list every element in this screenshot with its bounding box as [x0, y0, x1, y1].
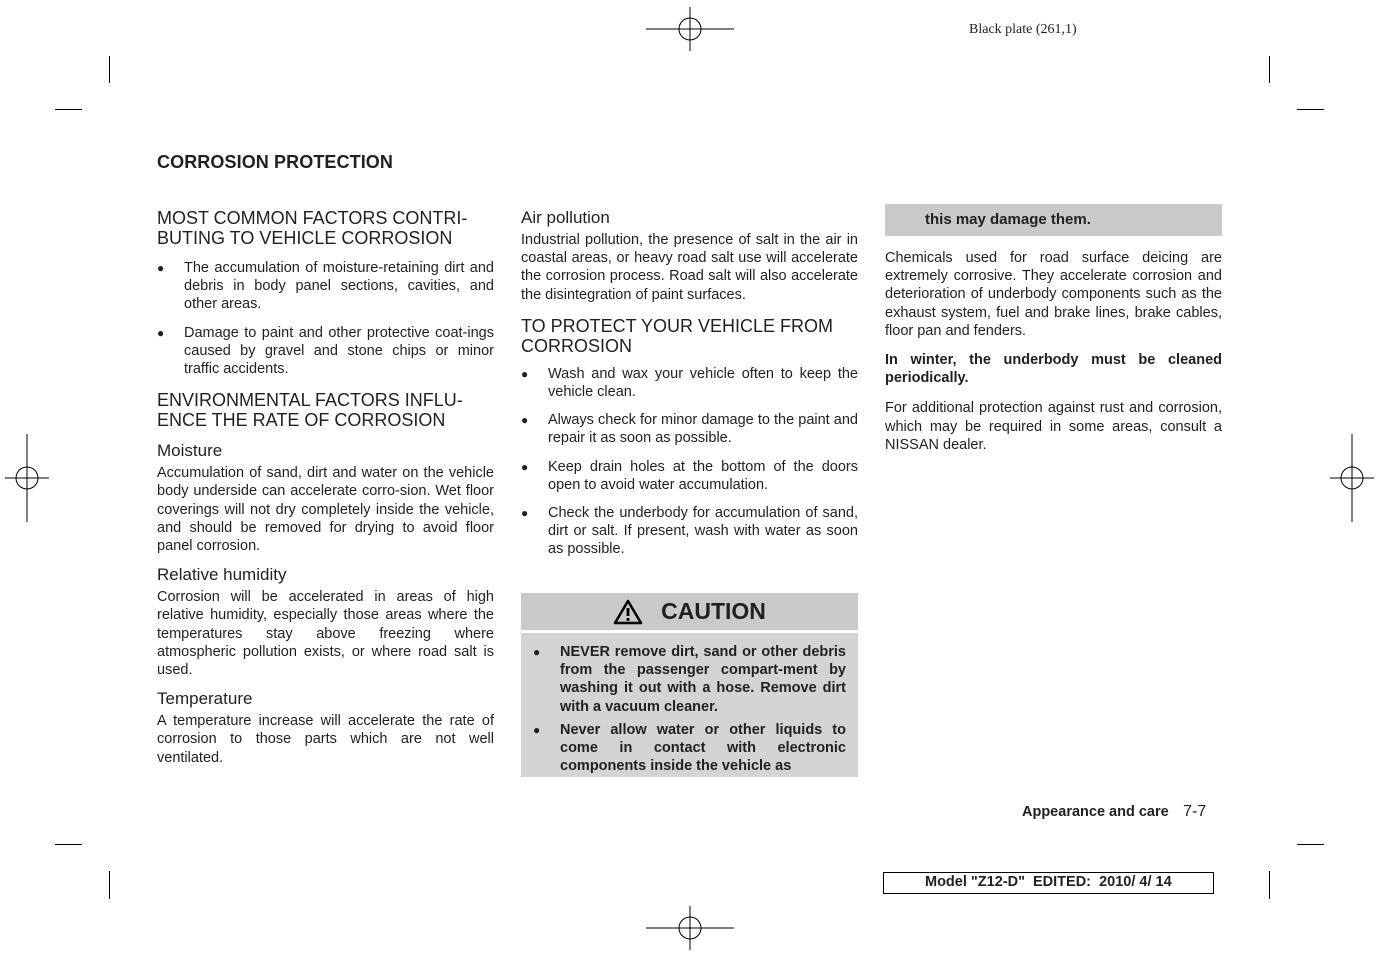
list-item: ● Damage to paint and other protective coat-ings caused by gravel and stone chips or minor traffic accidents. — [157, 324, 494, 378]
heading-common-factors: MOST COMMON FACTORS CONTRI- BUTING TO VEHICLE CORROSION — [157, 208, 468, 248]
bullet-icon: ● — [157, 261, 165, 275]
caution-continued-box — [885, 204, 1222, 236]
subheading-temperature: Temperature — [157, 689, 253, 709]
heading-protect-vehicle: TO PROTECT YOUR VEHICLE FROM CORROSION — [521, 315, 834, 356]
registration-mark-left — [5, 434, 49, 522]
plate-label: Black plate (261,1) — [969, 22, 1077, 37]
warning-icon — [613, 599, 643, 625]
moisture-text: Accumulation of sand, dirt and water on the vehicle body underside can accelerate corro-sion. Wet floor coverings will not dry completely inside the vehicle, and should be removed for drying to avoid floor panel corrosion. — [157, 465, 494, 555]
bullet-icon: ● — [521, 413, 529, 428]
page-title: CORROSION PROTECTION — [157, 152, 394, 172]
subheading-relative-humidity: Relative humidity — [157, 565, 287, 585]
bullet-icon: ● — [157, 325, 165, 340]
section-name: Appearance and care — [1022, 804, 1169, 820]
caution-continued-text: this may damage them. — [925, 211, 1091, 228]
list-item: ● Check the underbody for accumulation of sand, dirt or salt. If present, wash with water as soon as possible. — [521, 505, 858, 558]
column-2 — [521, 208, 858, 559]
registration-mark-top — [646, 7, 734, 51]
protect-list — [521, 365, 858, 559]
temperature-text: A temperature increase will accelerate the rate of corrosion to those parts which are not well ventilated. — [157, 713, 494, 766]
additional-protection-text: For additional protection against rust and corrosion, which may be required in some areas, consult a NISSAN dealer. — [885, 400, 1222, 453]
registration-mark-right — [1330, 434, 1374, 522]
column-3 — [885, 249, 1222, 454]
list-item: ● The accumulation of moisture-retaining dirt and debris in body panel sections, cavities, and other areas. — [157, 260, 494, 313]
model-edit-text: Model "Z12-D" EDITED: 2010/ 4/ 14 — [925, 874, 1172, 890]
subheading-air-pollution: Air pollution — [521, 208, 610, 227]
bullet-icon: ● — [521, 459, 529, 474]
subheading-moisture: Moisture — [157, 441, 223, 461]
list-item: ● Keep drain holes at the bottom of the doors open to avoid water accumulation. — [521, 458, 858, 493]
winter-text: In winter, the underbody must be cleaned periodically. — [885, 352, 1222, 387]
caution-header — [521, 593, 858, 630]
bullet-icon: ● — [533, 722, 541, 737]
list-item: ● Wash and wax your vehicle often to keep the vehicle clean. — [521, 365, 858, 401]
humidity-text: Corrosion will be accelerated in areas of high relative humidity, especially those areas where the temperatures stay above freezing where atmospheric pollution exists, or where road salt is used. — [157, 589, 494, 679]
list-item: ● NEVER remove dirt, sand or other debris from the passenger compart-ment by washing it out with a hose. Remove dirt with a vacuum cleaner. — [533, 644, 846, 715]
page-footer — [1022, 803, 1206, 821]
caution-label: CAUTION — [661, 598, 766, 624]
list-item: ● Always check for minor damage to the paint and repair it as soon as possible. — [521, 412, 858, 447]
list-item: ● Never allow water or other liquids to come in contact with electronic components inside the vehicle as — [533, 721, 846, 775]
bullet-icon: ● — [533, 645, 541, 659]
air-pollution-text: Industrial pollution, the presence of salt in the air in coastal areas, or heavy road salt use will accelerate the corrosion process. Road salt will also accelerate the disintegration of paint surfaces. — [521, 232, 858, 303]
caution-box — [521, 593, 858, 777]
heading-environmental-factors: ENVIRONMENTAL FACTORS INFLU- ENCE THE RATE OF CORROSION — [157, 390, 463, 431]
chemicals-text: Chemicals used for road surface deicing are extremely corrosive. They accelerate corrosion and deterioration of underbody components such as the exhaust system, fuel and brake lines, brake cables, floor pan and fenders. — [885, 250, 1222, 339]
model-edit-box — [883, 872, 1214, 894]
page-number: 7-7 — [1183, 803, 1207, 820]
registration-mark-bottom — [646, 906, 734, 950]
common-factors-list — [157, 259, 494, 378]
bullet-icon: ● — [521, 366, 529, 381]
bullet-icon: ● — [521, 506, 529, 521]
caution-body — [521, 633, 858, 777]
column-1 — [157, 208, 494, 767]
